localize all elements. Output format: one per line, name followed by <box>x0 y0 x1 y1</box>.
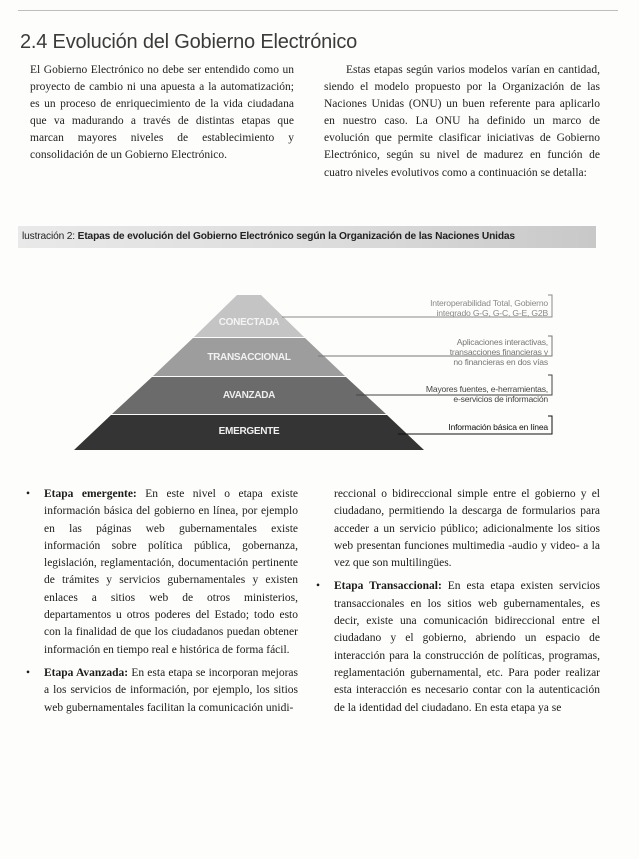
annotation-line: Información básica en línea <box>448 422 548 432</box>
stage-text-transaccional: En esta etapa existen servicios transaccionales en los sitios web gubernamentales, es decir, existe una comunicación bidireccional entre el ciudadano y el gobierno, abriendo un espacio de interacción para la construcción de políticas, programas, reglamentación gubernamental, etc. Para poder realizar esta interacción es necesario contar con la autenticación de la identidad del ciudadano. En esta etapa ya se <box>334 580 600 714</box>
bullet-marker: • <box>316 580 321 593</box>
stage-bullet-transaccional <box>316 578 600 716</box>
intro-paragraph-left: El Gobierno Electrónico no debe ser entendido como un proyecto de cambio ni una apuesta a la automatización; es un proceso de enriquecimiento de la vida ciudadana que va madurando a través de distintas etapas que marcan mayores niveles de establecimiento y consolidación de un Gobierno Electrónico. <box>30 64 294 162</box>
annotation-line: Interoperabilidad Total, Gobierno <box>430 298 548 308</box>
stage-heading-transaccional: Etapa Transaccional: <box>334 580 442 593</box>
pyramid-tier-conectada <box>194 295 304 337</box>
annotation-avanzada <box>380 384 548 404</box>
annotation-conectada <box>380 298 548 318</box>
stage-list-left <box>26 486 298 723</box>
annotation-transaccional <box>380 337 548 367</box>
annotation-emergente <box>380 422 548 432</box>
stage-text-emergente: En este nivel o etapa existe información básica del gobierno en línea, por ejemplo en las páginas web gubernamentales existe información sobre política pública, gobernanza, legislación, reglamentación, documentación pertinente de trámites y servicios gubernamentales y existen enlaces a sitios web de otros ministerios, departamentos u otros poderes del Estado; todo esto con la finalidad de que los ciudadanos puedan obtener información en tiempo real e histórica de forma fácil. <box>44 488 299 656</box>
tier-label-avanzada: AVANZADA <box>222 390 276 401</box>
stage-heading-emergente: Etapa emergente: <box>44 488 137 500</box>
stage-heading-avanzada: Etapa Avanzada: <box>44 666 129 679</box>
stage-list-right <box>316 486 600 723</box>
section-title: 2.4 Evolución del Gobierno Electrónico <box>20 31 358 53</box>
figure-caption-label: lustración 2: <box>22 231 75 242</box>
annotation-line: integrado G-G, G-C, G-E, G2B <box>436 308 548 318</box>
annotation-line: e-servicios de información <box>453 394 548 404</box>
stage-text-avanzada: En esta etapa se incorporan mejoras a los servicios de información, por ejemplo, los sitios web gubernamentales facilitan la comunicación unidi- <box>44 666 298 714</box>
bullet-marker: • <box>26 666 31 679</box>
tier-label-transaccional: TRANSACCIONAL <box>207 352 291 363</box>
tier-label-emergente: EMERGENTE <box>218 426 280 437</box>
annotation-line: transacciones financieras y <box>449 347 548 357</box>
annotation-line: Aplicaciones interactivas, <box>456 337 548 347</box>
annotation-line: no financieras en dos vías <box>453 357 548 367</box>
intro-paragraph-right: Estas etapas según varios modelos varían en cantidad, siendo el modelo propuesto por la Organización de las Naciones Unidas (ONU) un buen referente para aplicarlo en nuestro caso. La ONU ha definido un marco de evolución que permite clasificar iniciativas de Gobierno Electrónico, según su nivel de madurez en función de cuatro niveles evolutivos como a continuación se detalla: <box>324 64 600 179</box>
stage-text-avanzada-continued: reccional o bidireccional simple entre el gobierno y el ciudadano, permitiendo la descarga de formularios para acceder a un servicio público; adicionalmente los sitios web presentan funciones multimedia -audio y video- a la vez que son multilingües. <box>334 488 600 570</box>
figure-caption-title: Etapas de evolución del Gobierno Electrónico según la Organización de las Naciones Unidas <box>77 231 515 242</box>
stage-bullet-emergente <box>26 486 298 659</box>
stage-bullet-avanzada <box>26 665 298 717</box>
tier-label-conectada: CONECTADA <box>218 317 280 328</box>
bullet-marker: • <box>26 488 31 500</box>
annotation-line: Mayores fuentes, e-herramientas, <box>425 384 548 394</box>
